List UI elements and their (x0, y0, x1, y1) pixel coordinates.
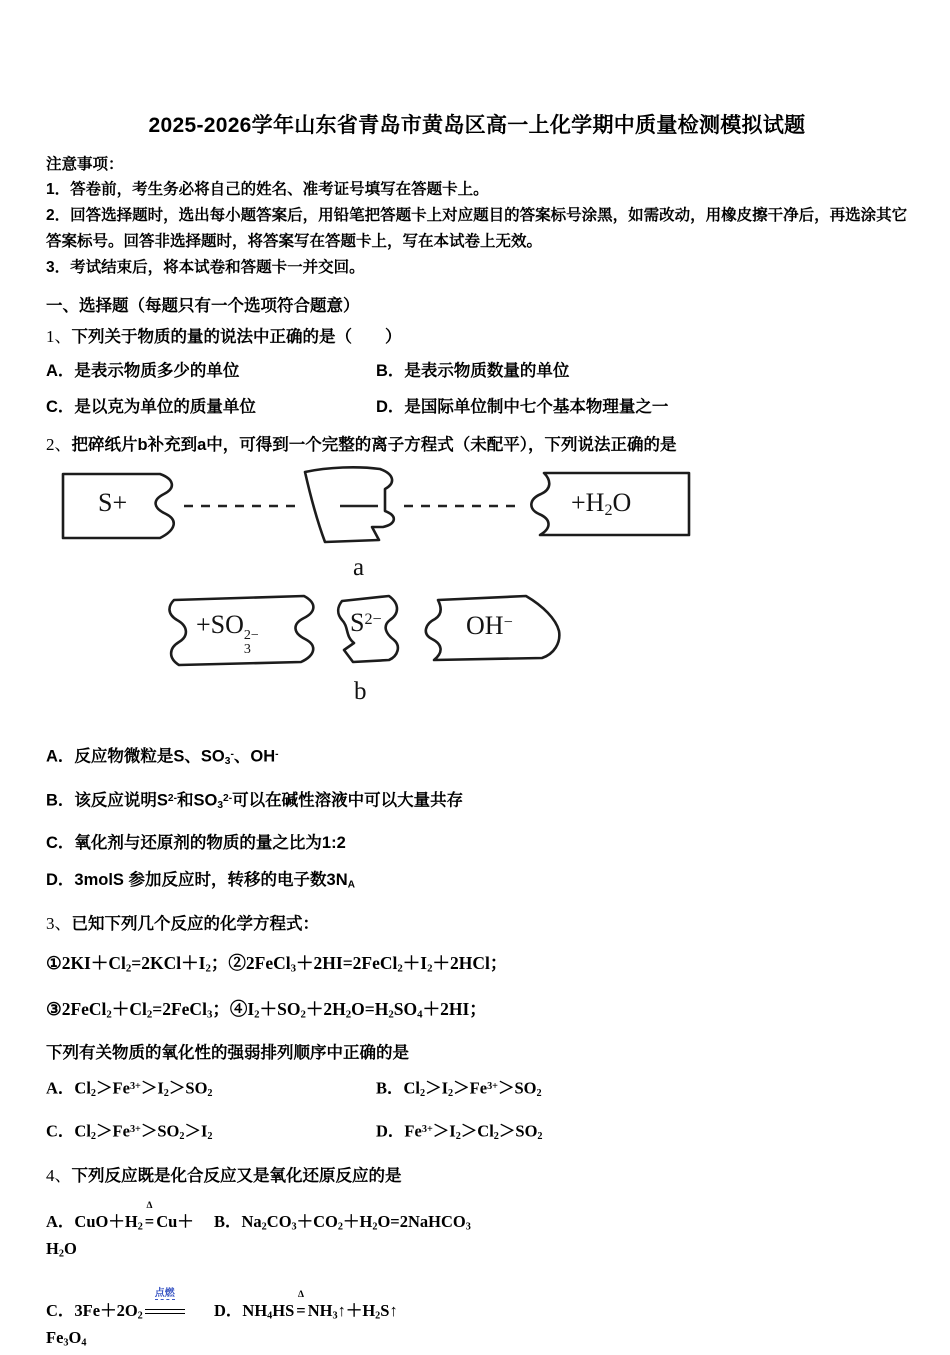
piece-oh-label: OH− (466, 611, 513, 640)
piece-s-label: S+ (98, 488, 128, 517)
question-3-number: 3、 (46, 913, 72, 933)
diagram-row-b-label: b (354, 678, 367, 705)
question-4-options-row-2 (46, 1287, 908, 1355)
q3-closing-text: 下列有关物质的氧化性的强弱排列顺序中正确的是 (46, 1044, 409, 1063)
q4-option-c: C．$3Fe+2O_2$ 点燃 $Fe_3O_4$ (46, 1300, 214, 1355)
piece-h2o-label: $+H_2O$ (571, 488, 632, 520)
question-1-stem (46, 326, 908, 348)
question-4-text: 下列反应既是化合反应又是氧化还原反应的是 (71, 1166, 402, 1185)
paper-piece-equals-shape (305, 467, 394, 542)
q3-option-d: D．$Fe^{3+}>I_2>Cl_2>SO_2$ (376, 1121, 543, 1143)
question-2-number: 2、 (46, 435, 72, 454)
q1-option-a: A．是表示物质多少的单位 (46, 362, 240, 380)
question-1-options (46, 360, 908, 418)
notice-item-1: 1．答卷前，考生务必将自己的姓名、准考证号填写在答题卡上。 (46, 181, 489, 198)
question-2-options (46, 744, 908, 897)
question-2-text: 把碎纸片b补充到a中，可得到一个完整的离子方程式（未配平），下列说法正确的是 (71, 436, 677, 454)
q1-option-c: C．是以克为单位的质量单位 (46, 398, 256, 416)
question-4-number: 4、 (46, 1165, 72, 1185)
q4-option-d: D．$NH_4HS$ = Δ $NH_3↑+H_2S↑$ (214, 1289, 398, 1322)
q3-equation-line-1: $①2KI+Cl_2=2KCl+I_2$；$②2FeCl_3+2HI=2FeCl_2+I_2+2HCl$； (46, 952, 508, 975)
question-3-stem (46, 913, 908, 935)
q1-option-d: D．是国际单位制中七个基本物理量之一 (376, 398, 669, 416)
q3-equation-line-2: $③2FeCl_2+Cl_2=2FeCl_3$；$④I_2+SO_2+2H_2O=H_2SO_4+2HI$； (46, 998, 487, 1021)
question-3-options (46, 1076, 908, 1148)
q2-option-c: C．氧化剂与还原剂的物质的量之比为1:2 (46, 834, 346, 853)
notice-heading: 注意事项： (46, 156, 124, 173)
q2-option-d: D．3molS 参加反应时，转移的电子数$3N_A$ (46, 871, 355, 891)
piece-s2-label: $S^{2-}$ (350, 608, 382, 637)
notice-section (46, 153, 908, 281)
question-2-stem (46, 434, 908, 456)
question-1-text: 下列关于物质的量的说法中正确的是（ ） (71, 328, 402, 346)
q3-option-c: C．$Cl_2>Fe^{3+}>SO_2>I_2$ (46, 1121, 213, 1143)
q1-option-b: B．是表示物质数量的单位 (376, 362, 570, 380)
page-title: 2025-2026学年山东省青岛市黄岛区高一上化学期中质量检测模拟试题 (148, 114, 806, 137)
question-3-text: 已知下列几个反应的化学方程式： (71, 914, 319, 933)
q4-option-a: A．$CuO+H_2$ = Δ $Cu+H_2O$ (46, 1200, 194, 1260)
q3-option-b: B．$Cl_2>I_2>Fe^{3+}>SO_2$ (376, 1078, 542, 1100)
q3-option-a: A．$Cl_2>Fe^{3+}>I_2>SO_2$ (46, 1078, 213, 1100)
piece-so3-label: +SO 2− 3 (196, 610, 259, 657)
q2-option-a: A．反应物微粒是S、$SO_3^-$、OH- (46, 747, 279, 768)
notice-item-2: 2．回答选择题时，选出每小题答案后，用铅笔把答题卡上对应题目的答案标号涂黑，如需改动，用橡皮擦干净后，再选涂其它答案标号。回答非选择题时，将答案写在答题卡上，写在本试卷上无效。 (46, 207, 908, 250)
q2-option-b: B．该反应说明$S^{2-}$和$SO_3^{2-}$可以在碱性溶液中可以大量共存 (46, 791, 464, 812)
question-4-options-row-1 (46, 1200, 908, 1266)
question-4-stem (46, 1165, 908, 1187)
q4-option-b: B．$Na_2CO_3+CO_2+H_2O=2NaHCO_3$ (214, 1211, 471, 1233)
diagram-row-a-label: a (353, 554, 365, 581)
section-heading: 一、选择题（每题只有一个选项符合题意） (46, 297, 360, 315)
notice-item-3: 3．考试结束后，将本试卷和答题卡一并交回。 (46, 259, 365, 276)
q2-torn-paper-diagram (58, 462, 718, 714)
question-1-number: 1、 (46, 327, 72, 346)
